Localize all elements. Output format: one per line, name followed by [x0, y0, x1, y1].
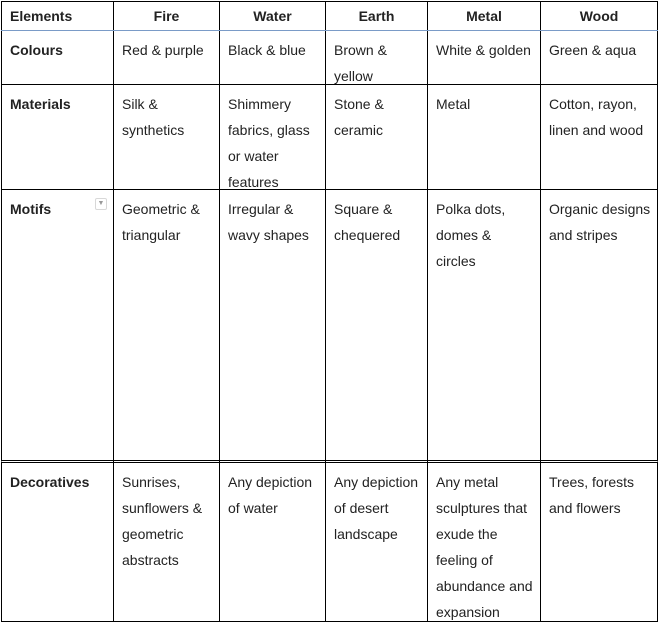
cell-decoratives-water: Any depiction of water: [219, 460, 326, 622]
cell-motifs-metal: Polka dots, domes & circles: [427, 189, 541, 461]
cell-colours-wood: Green & aqua: [540, 30, 658, 85]
row-label-motifs: [1, 189, 114, 461]
cell-materials-water: Shimmery fabrics, glass or water features: [219, 84, 326, 190]
row-label-motifs-text: Motifs: [10, 201, 52, 217]
cell-motifs-water: Irregular & wavy shapes: [219, 189, 326, 461]
cell-materials-metal: Metal: [427, 84, 541, 190]
cell-motifs-wood: Organic designs and stripes: [540, 189, 658, 461]
cell-decoratives-wood: Trees, forests and flowers: [540, 460, 658, 622]
cell-materials-fire: Silk & synthetics: [113, 84, 220, 190]
elements-table: [1, 1, 658, 622]
cell-colours-earth: Brown & yellow: [325, 30, 428, 85]
header-fire: Fire: [113, 1, 220, 31]
cell-colours-fire: Red & purple: [113, 30, 220, 85]
row-label-colours: Colours: [1, 30, 114, 85]
cell-decoratives-metal: Any metal sculptures that exude the feeling of abundance and expansion: [427, 460, 541, 622]
cell-decoratives-earth: Any depiction of desert landscape: [325, 460, 428, 622]
cell-decoratives-fire: Sunrises, sunflowers & geometric abstracts: [113, 460, 220, 622]
header-earth: Earth: [325, 1, 428, 31]
cell-motifs-earth: Square & chequered: [325, 189, 428, 461]
dropdown-arrow-icon[interactable]: ▼: [95, 198, 107, 210]
cell-materials-earth: Stone & ceramic: [325, 84, 428, 190]
cell-colours-water: Black & blue: [219, 30, 326, 85]
header-wood: Wood: [540, 1, 658, 31]
cell-colours-metal: White & golden: [427, 30, 541, 85]
cell-materials-wood: Cotton, rayon, linen and wood: [540, 84, 658, 190]
header-divider: [1, 30, 658, 31]
row-label-materials: Materials: [1, 84, 114, 190]
row-label-decoratives: Decoratives: [1, 460, 114, 622]
header-metal: Metal: [427, 1, 541, 31]
header-elements: Elements: [1, 1, 114, 31]
cell-motifs-fire: Geometric & triangular: [113, 189, 220, 461]
header-water: Water: [219, 1, 326, 31]
